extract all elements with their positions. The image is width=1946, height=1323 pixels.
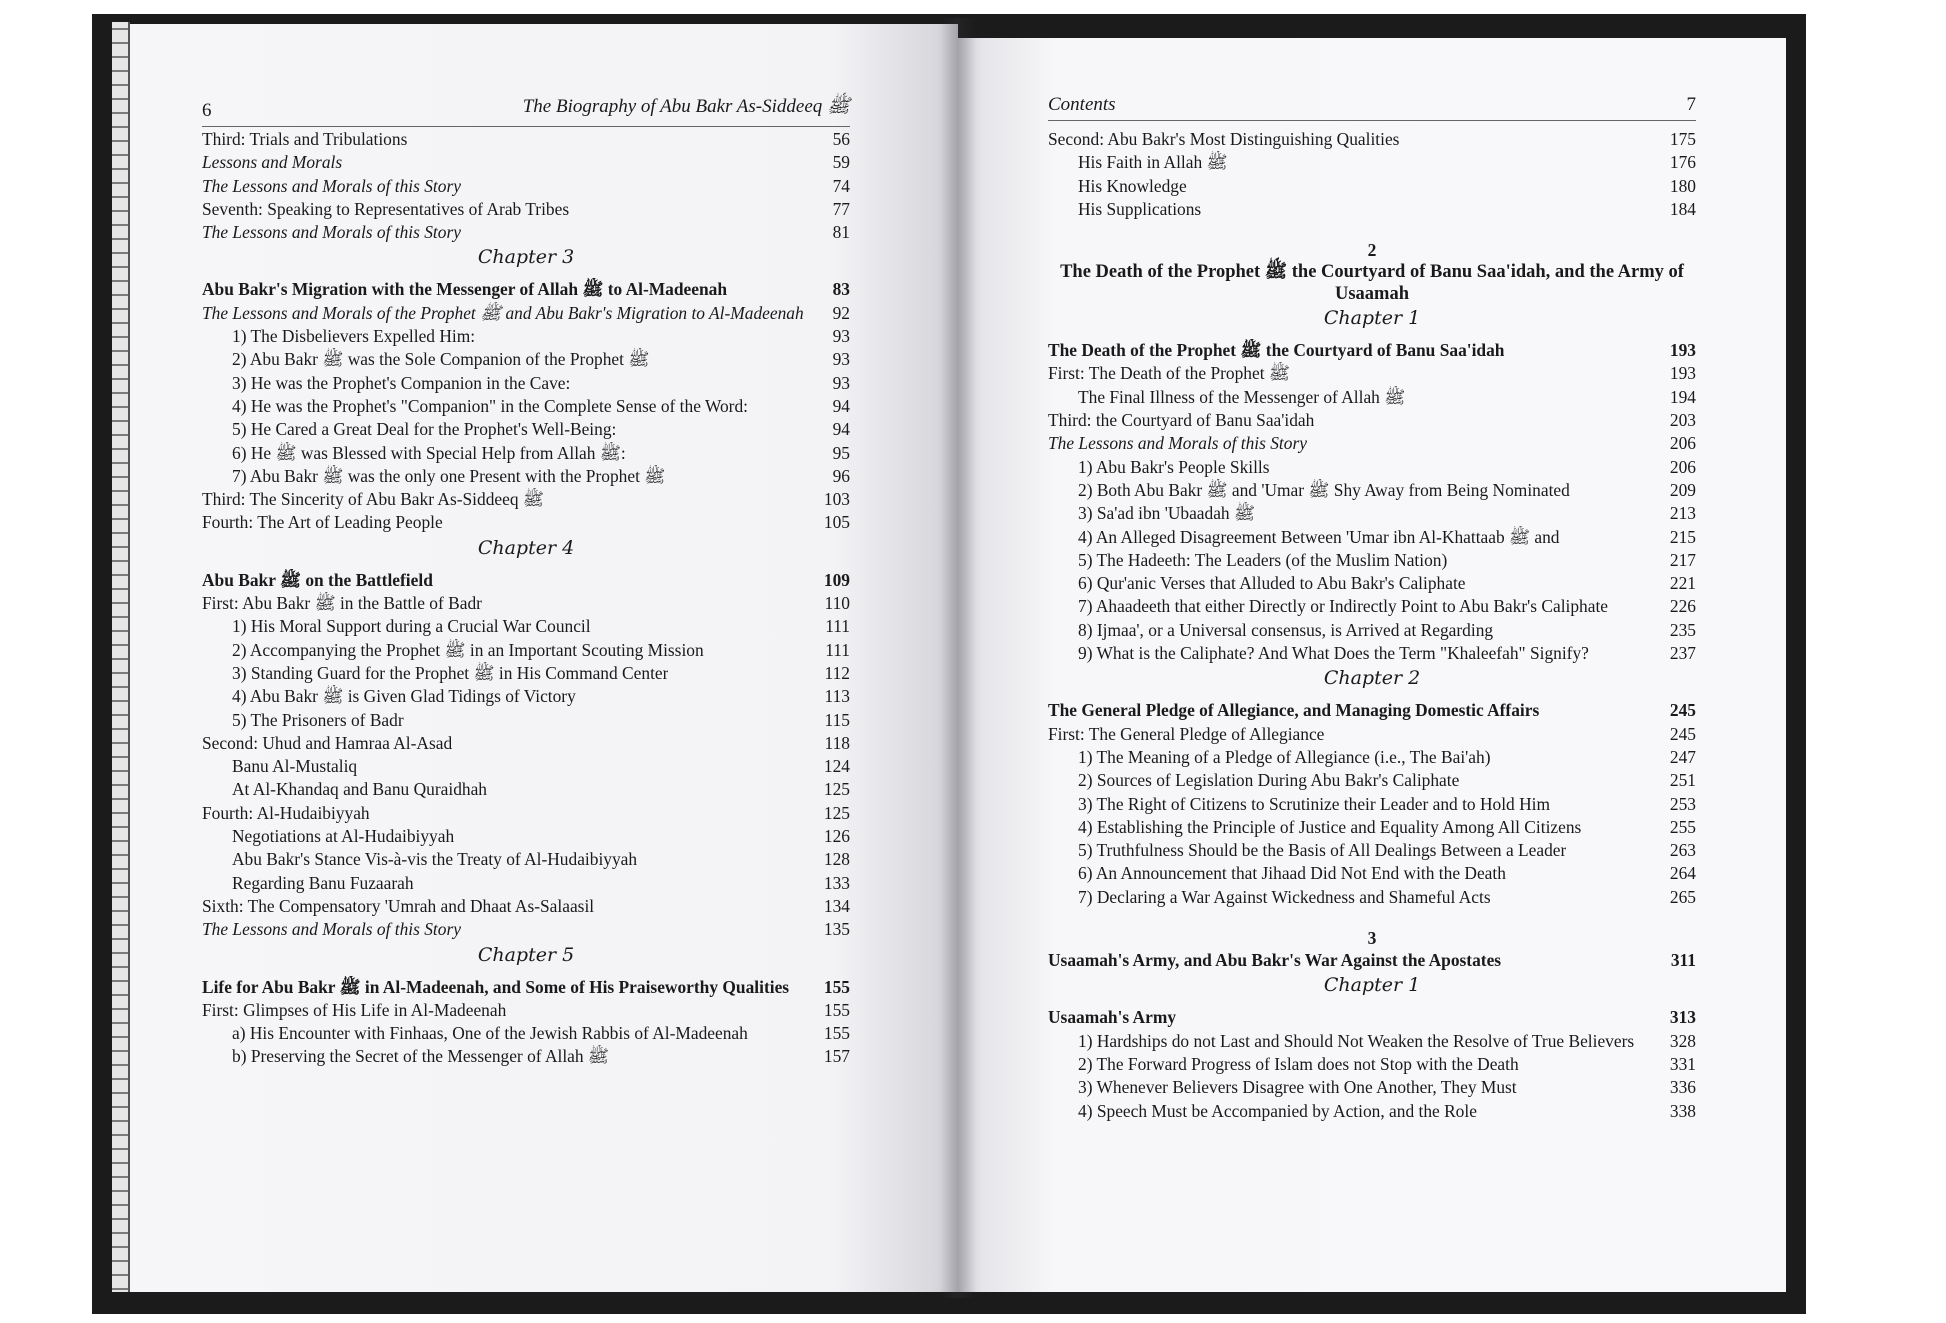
toc-entry-title: The Lessons and Morals of this Story	[202, 175, 461, 196]
toc-entry[interactable]	[202, 709, 850, 732]
toc-entry-title: 7) Declaring a War Against Wickedness and Shameful Acts	[1078, 886, 1491, 907]
toc-entry[interactable]	[202, 592, 850, 615]
toc-entry-title: The Lessons and Morals of this Story	[202, 222, 461, 243]
toc-entry-page: 81	[832, 222, 850, 243]
toc-entry[interactable]	[1048, 198, 1696, 221]
toc-entry-page: 128	[823, 849, 850, 870]
right-toc	[1048, 128, 1696, 1123]
toc-entry-title: 2) Both Abu Bakr ﷺ and 'Umar ﷺ Shy Away from Being Nominated	[1078, 479, 1570, 500]
toc-entry[interactable]	[202, 465, 850, 488]
part-title: The Death of the Prophet ﷺ the Courtyard of Banu Saa'idah, and the Army of Usaamah	[1060, 262, 1684, 305]
toc-entry-title: Sixth: The Compensatory 'Umrah and Dhaat As-Salaasil	[202, 895, 595, 916]
chapter-heading: Chapter 1	[1323, 307, 1421, 330]
toc-entry[interactable]	[1048, 769, 1696, 792]
toc-entry[interactable]	[1048, 456, 1696, 479]
toc-entry-page: 133	[823, 872, 850, 893]
toc-entry-page: 336	[1669, 1077, 1696, 1098]
toc-entry-page: 263	[1669, 840, 1696, 861]
toc-entry-title: 4) Abu Bakr ﷺ is Given Glad Tidings of Victory	[232, 686, 576, 707]
right-page-header	[1048, 94, 1696, 121]
toc-entry[interactable]	[202, 1022, 850, 1045]
toc-entry[interactable]	[1048, 549, 1696, 572]
toc-entry[interactable]	[1048, 839, 1696, 862]
toc-entry[interactable]	[1048, 595, 1696, 618]
toc-entry[interactable]	[1048, 151, 1696, 174]
part-page-number: 311	[1670, 950, 1696, 971]
toc-entry[interactable]	[1048, 1006, 1696, 1029]
toc-entry-title: Regarding Banu Fuzaarah	[232, 872, 414, 893]
toc-entry-page: 124	[823, 756, 850, 777]
toc-entry[interactable]	[202, 278, 850, 301]
toc-entry-title: 6) Qur'anic Verses that Alluded to Abu Bakr's Caliphate	[1078, 573, 1466, 594]
chapter-heading: Chapter 5	[477, 943, 575, 966]
toc-entry-title: The Lessons and Morals of the Prophet ﷺ and Abu Bakr's Migration to Al-Madeenah	[202, 302, 804, 323]
toc-entry[interactable]	[1048, 1030, 1696, 1053]
right-running-title: Contents	[1048, 94, 1116, 115]
toc-entry-page: 77	[832, 198, 850, 219]
toc-entry[interactable]	[202, 662, 850, 685]
toc-entry-title: Usaamah's Army	[1048, 1007, 1177, 1028]
toc-entry[interactable]	[202, 778, 850, 801]
toc-entry-title: 3) Standing Guard for the Prophet ﷺ in His Command Center	[232, 662, 669, 683]
toc-entry[interactable]	[202, 639, 850, 662]
toc-entry[interactable]	[202, 488, 850, 511]
toc-entry-page: 247	[1669, 746, 1696, 767]
toc-entry-page: 96	[832, 465, 850, 486]
toc-entry-title: 2) Sources of Legislation During Abu Bakr's Caliphate	[1078, 770, 1460, 791]
toc-entry[interactable]	[202, 918, 850, 941]
toc-entry-page: 203	[1669, 410, 1696, 431]
toc-entry-title: At Al-Khandaq and Banu Quraidhah	[232, 779, 487, 800]
toc-entry[interactable]	[202, 1045, 850, 1068]
toc-entry[interactable]	[1048, 502, 1696, 525]
toc-entry-page: 74	[832, 175, 850, 196]
toc-entry-page: 94	[832, 395, 850, 416]
toc-entry[interactable]	[1048, 386, 1696, 409]
right-page-number: 7	[1686, 94, 1696, 115]
toc-entry[interactable]	[1048, 793, 1696, 816]
toc-entry-page: 125	[823, 779, 850, 800]
toc-entry[interactable]	[202, 872, 850, 895]
toc-entry[interactable]	[1048, 816, 1696, 839]
toc-entry-page: 94	[832, 419, 850, 440]
toc-entry[interactable]	[202, 999, 850, 1022]
toc-entry-page: 115	[824, 709, 850, 730]
toc-entry[interactable]	[1048, 339, 1696, 362]
toc-entry-title: a) His Encounter with Finhaas, One of the Jewish Rabbis of Al-Madeenah	[232, 1023, 748, 1044]
right-page	[958, 38, 1786, 1292]
part-number: 2	[1367, 240, 1377, 261]
toc-entry[interactable]	[202, 175, 850, 198]
toc-entry-page: 206	[1669, 456, 1696, 477]
toc-entry-page: 193	[1669, 363, 1696, 384]
toc-entry[interactable]	[202, 348, 850, 371]
toc-entry[interactable]	[202, 151, 850, 174]
toc-entry-page: 209	[1669, 479, 1696, 500]
toc-entry-page: 338	[1669, 1100, 1696, 1121]
toc-entry-title: Banu Al-Mustaliq	[232, 756, 358, 777]
toc-entry-title: 6) An Announcement that Jihaad Did Not End with the Death	[1078, 863, 1506, 884]
left-page-header	[202, 94, 850, 127]
toc-entry-page: 245	[1669, 700, 1696, 721]
toc-entry-page: 118	[824, 732, 850, 753]
chapter-heading: Chapter 3	[477, 246, 575, 269]
toc-entry[interactable]	[1048, 409, 1696, 432]
toc-entry[interactable]	[1048, 432, 1696, 455]
toc-entry[interactable]	[202, 511, 850, 534]
toc-entry-page: 59	[832, 152, 850, 173]
toc-entry-page: 92	[832, 302, 850, 323]
left-page	[130, 24, 958, 1292]
toc-entry-page: 328	[1669, 1030, 1696, 1051]
toc-entry-page: 105	[823, 512, 850, 533]
toc-entry-page: 184	[1669, 198, 1696, 219]
toc-entry-title: Life for Abu Bakr ﷺ in Al-Madeenah, and Some of His Praiseworthy Qualities	[202, 976, 790, 997]
toc-entry[interactable]	[202, 325, 850, 348]
toc-entry-title: 5) The Prisoners of Badr	[232, 709, 404, 730]
toc-entry-page: 103	[823, 489, 850, 510]
toc-entry[interactable]	[1048, 128, 1696, 151]
toc-entry-page: 217	[1669, 549, 1696, 570]
toc-entry[interactable]	[202, 569, 850, 592]
part-title: Usaamah's Army, and Abu Bakr's War Against the Apostates	[1048, 950, 1502, 971]
toc-entry-title: His Supplications	[1078, 198, 1202, 219]
toc-entry[interactable]	[1048, 723, 1696, 746]
toc-entry[interactable]	[202, 848, 850, 871]
toc-entry-page: 226	[1669, 596, 1696, 617]
part-title-row	[1048, 949, 1696, 972]
left-page-number: 6	[202, 100, 212, 121]
toc-entry-page: 253	[1669, 793, 1696, 814]
toc-entry[interactable]	[1048, 886, 1696, 909]
toc-entry-title: 5) He Cared a Great Deal for the Prophet's Well-Being:	[232, 419, 617, 440]
toc-entry-page: 194	[1669, 386, 1696, 407]
toc-entry-title: First: Glimpses of His Life in Al-Madeenah	[202, 999, 507, 1020]
toc-entry-page: 134	[823, 895, 850, 916]
toc-entry[interactable]	[202, 221, 850, 244]
toc-entry-title: The Death of the Prophet ﷺ the Courtyard of Banu Saa'idah	[1048, 340, 1505, 361]
toc-entry-page: 155	[823, 999, 850, 1020]
toc-entry-title: His Faith in Allah ﷺ	[1078, 152, 1228, 173]
toc-entry[interactable]	[1048, 362, 1696, 385]
toc-entry-page: 206	[1669, 433, 1696, 454]
toc-entry[interactable]	[1048, 526, 1696, 549]
toc-entry-title: 8) Ijmaa', or a Universal consensus, is Arrived at Regarding	[1078, 619, 1494, 640]
toc-entry-title: The Lessons and Morals of this Story	[1048, 433, 1307, 454]
toc-entry-title: 4) Speech Must be Accompanied by Action, and the Role	[1078, 1100, 1477, 1121]
toc-entry[interactable]	[202, 755, 850, 778]
toc-entry-title: 3) Sa'ad ibn 'Ubaadah ﷺ	[1078, 503, 1255, 524]
toc-entry-page: 221	[1669, 573, 1696, 594]
toc-entry-title: First: The General Pledge of Allegiance	[1048, 723, 1325, 744]
toc-entry-page: 126	[823, 826, 850, 847]
toc-entry-title: His Knowledge	[1078, 175, 1187, 196]
toc-entry-title: Fourth: The Art of Leading People	[202, 512, 443, 533]
toc-entry-title: 4) An Alleged Disagreement Between 'Umar ibn Al-Khattaab ﷺ and	[1078, 526, 1560, 547]
toc-entry[interactable]	[202, 802, 850, 825]
toc-entry-page: 215	[1669, 526, 1696, 547]
toc-entry-page: 237	[1669, 643, 1696, 664]
toc-entry[interactable]	[202, 128, 850, 151]
toc-entry[interactable]	[1048, 175, 1696, 198]
toc-entry-title: Second: Abu Bakr's Most Distinguishing Qualities	[1048, 129, 1400, 149]
toc-entry-page: 175	[1669, 129, 1696, 149]
toc-entry-title: 3) The Right of Citizens to Scrutinize their Leader and to Hold Him	[1078, 793, 1551, 814]
toc-entry-title: 2) The Forward Progress of Islam does not Stop with the Death	[1078, 1053, 1519, 1074]
toc-entry-page: 235	[1669, 619, 1696, 640]
toc-entry-page: 255	[1669, 816, 1696, 837]
toc-entry[interactable]	[1048, 642, 1696, 665]
toc-entry-page: 109	[823, 569, 850, 590]
toc-entry-page: 265	[1669, 886, 1696, 907]
toc-entry-page: 110	[824, 593, 850, 614]
toc-entry-page: 193	[1669, 340, 1696, 361]
toc-entry[interactable]	[1048, 619, 1696, 642]
toc-entry[interactable]	[202, 895, 850, 918]
toc-entry-page: 313	[1669, 1007, 1696, 1028]
chapter-heading: Chapter 2	[1323, 667, 1421, 690]
toc-entry[interactable]	[1048, 746, 1696, 769]
toc-entry-title: First: The Death of the Prophet ﷺ	[1048, 363, 1290, 384]
part-number: 3	[1367, 928, 1377, 949]
book-gutter	[940, 18, 976, 1298]
toc-entry-page: 245	[1669, 723, 1696, 744]
toc-entry-title: 7) Abu Bakr ﷺ was the only one Present with the Prophet ﷺ	[232, 465, 666, 486]
toc-entry-title: The Final Illness of the Messenger of Allah ﷺ	[1078, 386, 1406, 407]
toc-entry-page: 155	[823, 1023, 850, 1044]
toc-entry-page: 180	[1669, 175, 1696, 196]
toc-entry-page: 93	[832, 326, 850, 347]
toc-entry[interactable]	[202, 198, 850, 221]
toc-entry-page: 56	[832, 129, 850, 149]
toc-entry-page: 251	[1669, 770, 1696, 791]
toc-entry[interactable]	[1048, 1053, 1696, 1076]
toc-entry[interactable]	[202, 825, 850, 848]
toc-entry-page: 213	[1669, 503, 1696, 524]
toc-entry-page: 113	[824, 686, 850, 707]
toc-entry-title: 5) Truthfulness Should be the Basis of All Dealings Between a Leader	[1078, 840, 1567, 861]
toc-entry-title: 3) Whenever Believers Disagree with One Another, They Must	[1078, 1077, 1517, 1098]
toc-entry-page: 83	[832, 279, 850, 300]
toc-entry-title: 3) He was the Prophet's Companion in the Cave:	[232, 372, 571, 393]
toc-entry-page: 93	[832, 372, 850, 393]
toc-entry[interactable]	[202, 418, 850, 441]
toc-entry-title: 7) Ahaadeeth that either Directly or Indirectly Point to Abu Bakr's Caliphate	[1078, 596, 1609, 617]
toc-entry-title: Abu Bakr's Stance Vis-à-vis the Treaty of Al-Hudaibiyyah	[232, 849, 638, 870]
chapter-heading: Chapter 1	[1323, 974, 1421, 997]
toc-entry-title: The Lessons and Morals of this Story	[202, 919, 461, 940]
toc-entry-title: Seventh: Speaking to Representatives of Arab Tribes	[202, 198, 570, 219]
toc-entry[interactable]	[1048, 572, 1696, 595]
toc-entry-title: 1) The Disbelievers Expelled Him:	[232, 326, 476, 347]
toc-entry-title: 5) The Hadeeth: The Leaders (of the Muslim Nation)	[1078, 549, 1448, 570]
toc-entry[interactable]	[202, 615, 850, 638]
toc-entry-title: Third: Trials and Tribulations	[202, 129, 408, 149]
toc-entry[interactable]	[1048, 1100, 1696, 1123]
toc-entry[interactable]	[1048, 1076, 1696, 1099]
toc-entry-page: 155	[823, 976, 850, 997]
toc-entry[interactable]	[202, 976, 850, 999]
toc-entry-page: 264	[1669, 863, 1696, 884]
toc-entry-title: 4) Establishing the Principle of Justice and Equality Among All Citizens	[1078, 816, 1582, 837]
toc-entry-title: 9) What is the Caliphate? And What Does the Term "Khaleefah" Signify?	[1078, 643, 1589, 664]
toc-entry-title: Negotiations at Al-Hudaibiyyah	[232, 826, 455, 847]
toc-entry[interactable]	[1048, 862, 1696, 885]
toc-entry[interactable]	[1048, 479, 1696, 502]
toc-entry[interactable]	[1048, 699, 1696, 722]
toc-entry-title: b) Preserving the Secret of the Messenger of Allah ﷺ	[232, 1046, 609, 1067]
toc-entry-page: 93	[832, 349, 850, 370]
toc-entry-title: Fourth: Al-Hudaibiyyah	[202, 802, 370, 823]
toc-entry-page: 135	[823, 919, 850, 940]
spine-binding	[112, 22, 130, 1292]
toc-entry-page: 331	[1669, 1053, 1696, 1074]
toc-entry-title: Third: the Courtyard of Banu Saa'idah	[1048, 410, 1315, 431]
toc-entry-title: Abu Bakr ﷺ on the Battlefield	[202, 569, 433, 590]
toc-entry[interactable]	[202, 732, 850, 755]
chapter-heading: Chapter 4	[477, 536, 575, 559]
toc-entry-page: 95	[832, 442, 850, 463]
toc-entry-title: 1) His Moral Support during a Crucial War Council	[232, 616, 591, 637]
toc-entry-title: 2) Abu Bakr ﷺ was the Sole Companion of the Prophet ﷺ	[232, 349, 650, 370]
toc-entry[interactable]	[202, 442, 850, 465]
toc-entry-title: 1) The Meaning of a Pledge of Allegiance (i.e., The Bai'ah)	[1078, 746, 1491, 767]
toc-entry-title: 2) Accompanying the Prophet ﷺ in an Important Scouting Mission	[232, 639, 704, 660]
toc-entry-title: 4) He was the Prophet's "Companion" in the Complete Sense of the Word:	[232, 395, 748, 416]
toc-entry[interactable]	[202, 302, 850, 325]
toc-entry-title: 1) Abu Bakr's People Skills	[1078, 456, 1270, 477]
toc-entry-page: 176	[1669, 152, 1696, 173]
toc-entry-page: 112	[824, 662, 850, 683]
toc-entry-title: Second: Uhud and Hamraa Al-Asad	[202, 732, 453, 753]
toc-entry-page: 111	[825, 639, 850, 660]
toc-entry-title: Third: The Sincerity of Abu Bakr As-Siddeeq ﷺ	[202, 489, 544, 510]
toc-entry-page: 111	[825, 616, 850, 637]
toc-entry-page: 157	[823, 1046, 850, 1067]
toc-entry-title: The General Pledge of Allegiance, and Managing Domestic Affairs	[1048, 700, 1540, 721]
toc-entry[interactable]	[202, 372, 850, 395]
toc-entry-page: 125	[823, 802, 850, 823]
toc-entry-title: Abu Bakr's Migration with the Messenger of Allah ﷺ to Al-Madeenah	[202, 279, 728, 300]
toc-entry[interactable]	[202, 685, 850, 708]
toc-entry-title: 6) He ﷺ was Blessed with Special Help from Allah ﷺ:	[232, 442, 626, 463]
left-running-title: The Biography of Abu Bakr As-Siddeeq ﷺ	[522, 96, 850, 117]
toc-entry[interactable]	[202, 395, 850, 418]
toc-entry-title: 1) Hardships do not Last and Should Not Weaken the Resolve of True Believers	[1078, 1030, 1635, 1051]
toc-entry-title: Lessons and Morals	[202, 152, 343, 173]
toc-entry-title: First: Abu Bakr ﷺ in the Battle of Badr	[202, 593, 482, 614]
left-toc	[202, 128, 850, 1069]
